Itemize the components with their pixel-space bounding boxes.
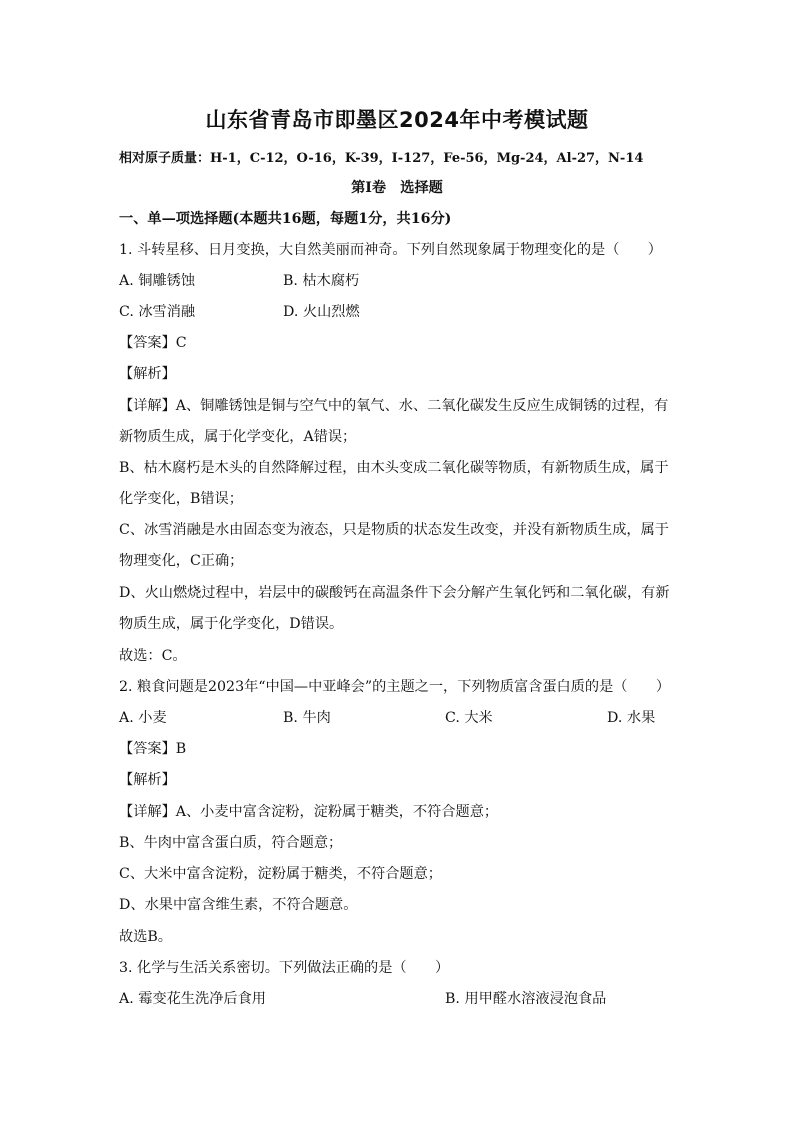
q2-answer: 【答案】B	[119, 741, 187, 757]
q1-option-c: C. 冰雪消融	[119, 304, 196, 320]
q2-option-d: D. 水果	[607, 710, 656, 726]
q1-analysis-label: 【解析】	[119, 366, 176, 382]
q1-detail-line: C、冰雪消融是水由固态变为液态，只是物质的状态发生改变，并没有新物质生成，属于	[119, 522, 669, 538]
q2-detail-line: B、牛肉中富含蛋白质，符合题意；	[119, 835, 343, 851]
q1-detail-line: 化学变化，B错误；	[119, 491, 243, 507]
q2-option-a: A. 小麦	[119, 710, 167, 726]
q2-detail-line: 【详解】A、小麦中富含淀粉，淀粉属于糖类，不符合题意；	[119, 804, 499, 820]
q2-option-b: B. 牛肉	[283, 710, 331, 726]
q1-detail-line: 物质生成，属于化学变化，D错误。	[119, 616, 344, 632]
q1-detail-line: 物理变化，C正确；	[119, 553, 244, 569]
q1-conclusion: 故选：C。	[119, 648, 187, 664]
q2-stem: 2. 粮食问题是2023年“中国—中亚峰会”的主题之一，下列物质富含蛋白质的是（ ）	[119, 679, 671, 695]
q1-detail-line: 新物质生成，属于化学变化，A错误；	[119, 429, 357, 445]
atomic-masses: 相对原子质量：H-1，C-12，O-16，K-39，I-127，Fe-56，Mg-24，Al-27，N-14	[119, 151, 644, 166]
q1-detail-line: D、火山燃烧过程中，岩层中的碳酸钙在高温条件下会分解产生氧化钙和二氧化碳，有新	[119, 585, 670, 601]
q2-conclusion: 故选B。	[119, 929, 172, 945]
q3-stem: 3. 化学与生活关系密切。下列做法正确的是（ ）	[119, 960, 450, 976]
q3-option-a: A. 霉变花生洗净后食用	[119, 991, 266, 1007]
q1-option-d: D. 火山烈燃	[283, 304, 360, 320]
volume-title: 第Ⅰ卷 选择题	[351, 180, 443, 196]
q2-analysis-label: 【解析】	[119, 772, 176, 788]
q2-detail-line: C、大米中富含淀粉，淀粉属于糖类，不符合题意；	[119, 866, 442, 882]
q1-detail-line: 【详解】A、铜雕锈蚀是铜与空气中的氧气、水、二氧化碳发生反应生成铜锈的过程，有	[119, 398, 669, 414]
q1-detail-line: B、枯木腐朽是木头的自然降解过程，由木头变成二氧化碳等物质，有新物质生成，属于	[119, 460, 669, 476]
q3-option-b: B. 用甲醛水溶液浸泡食品	[445, 991, 607, 1007]
q1-option-b: B. 枯木腐朽	[283, 273, 360, 289]
q1-stem: 1. 斗转星移、日月变换，大自然美丽而神奇。下列自然现象属于物理变化的是（ ）	[119, 242, 662, 258]
q2-detail-line: D、水果中富含维生素，不符合题意。	[119, 897, 358, 913]
q1-answer: 【答案】C	[119, 335, 187, 351]
section-title: 一、单—项选择题(本题共16题，每题1分，共16分)	[119, 211, 452, 227]
q2-option-c: C. 大米	[445, 710, 493, 726]
q1-option-a: A. 铜雕锈蚀	[119, 273, 196, 289]
page-title: 山东省青岛市即墨区2024年中考模试题	[205, 108, 589, 132]
